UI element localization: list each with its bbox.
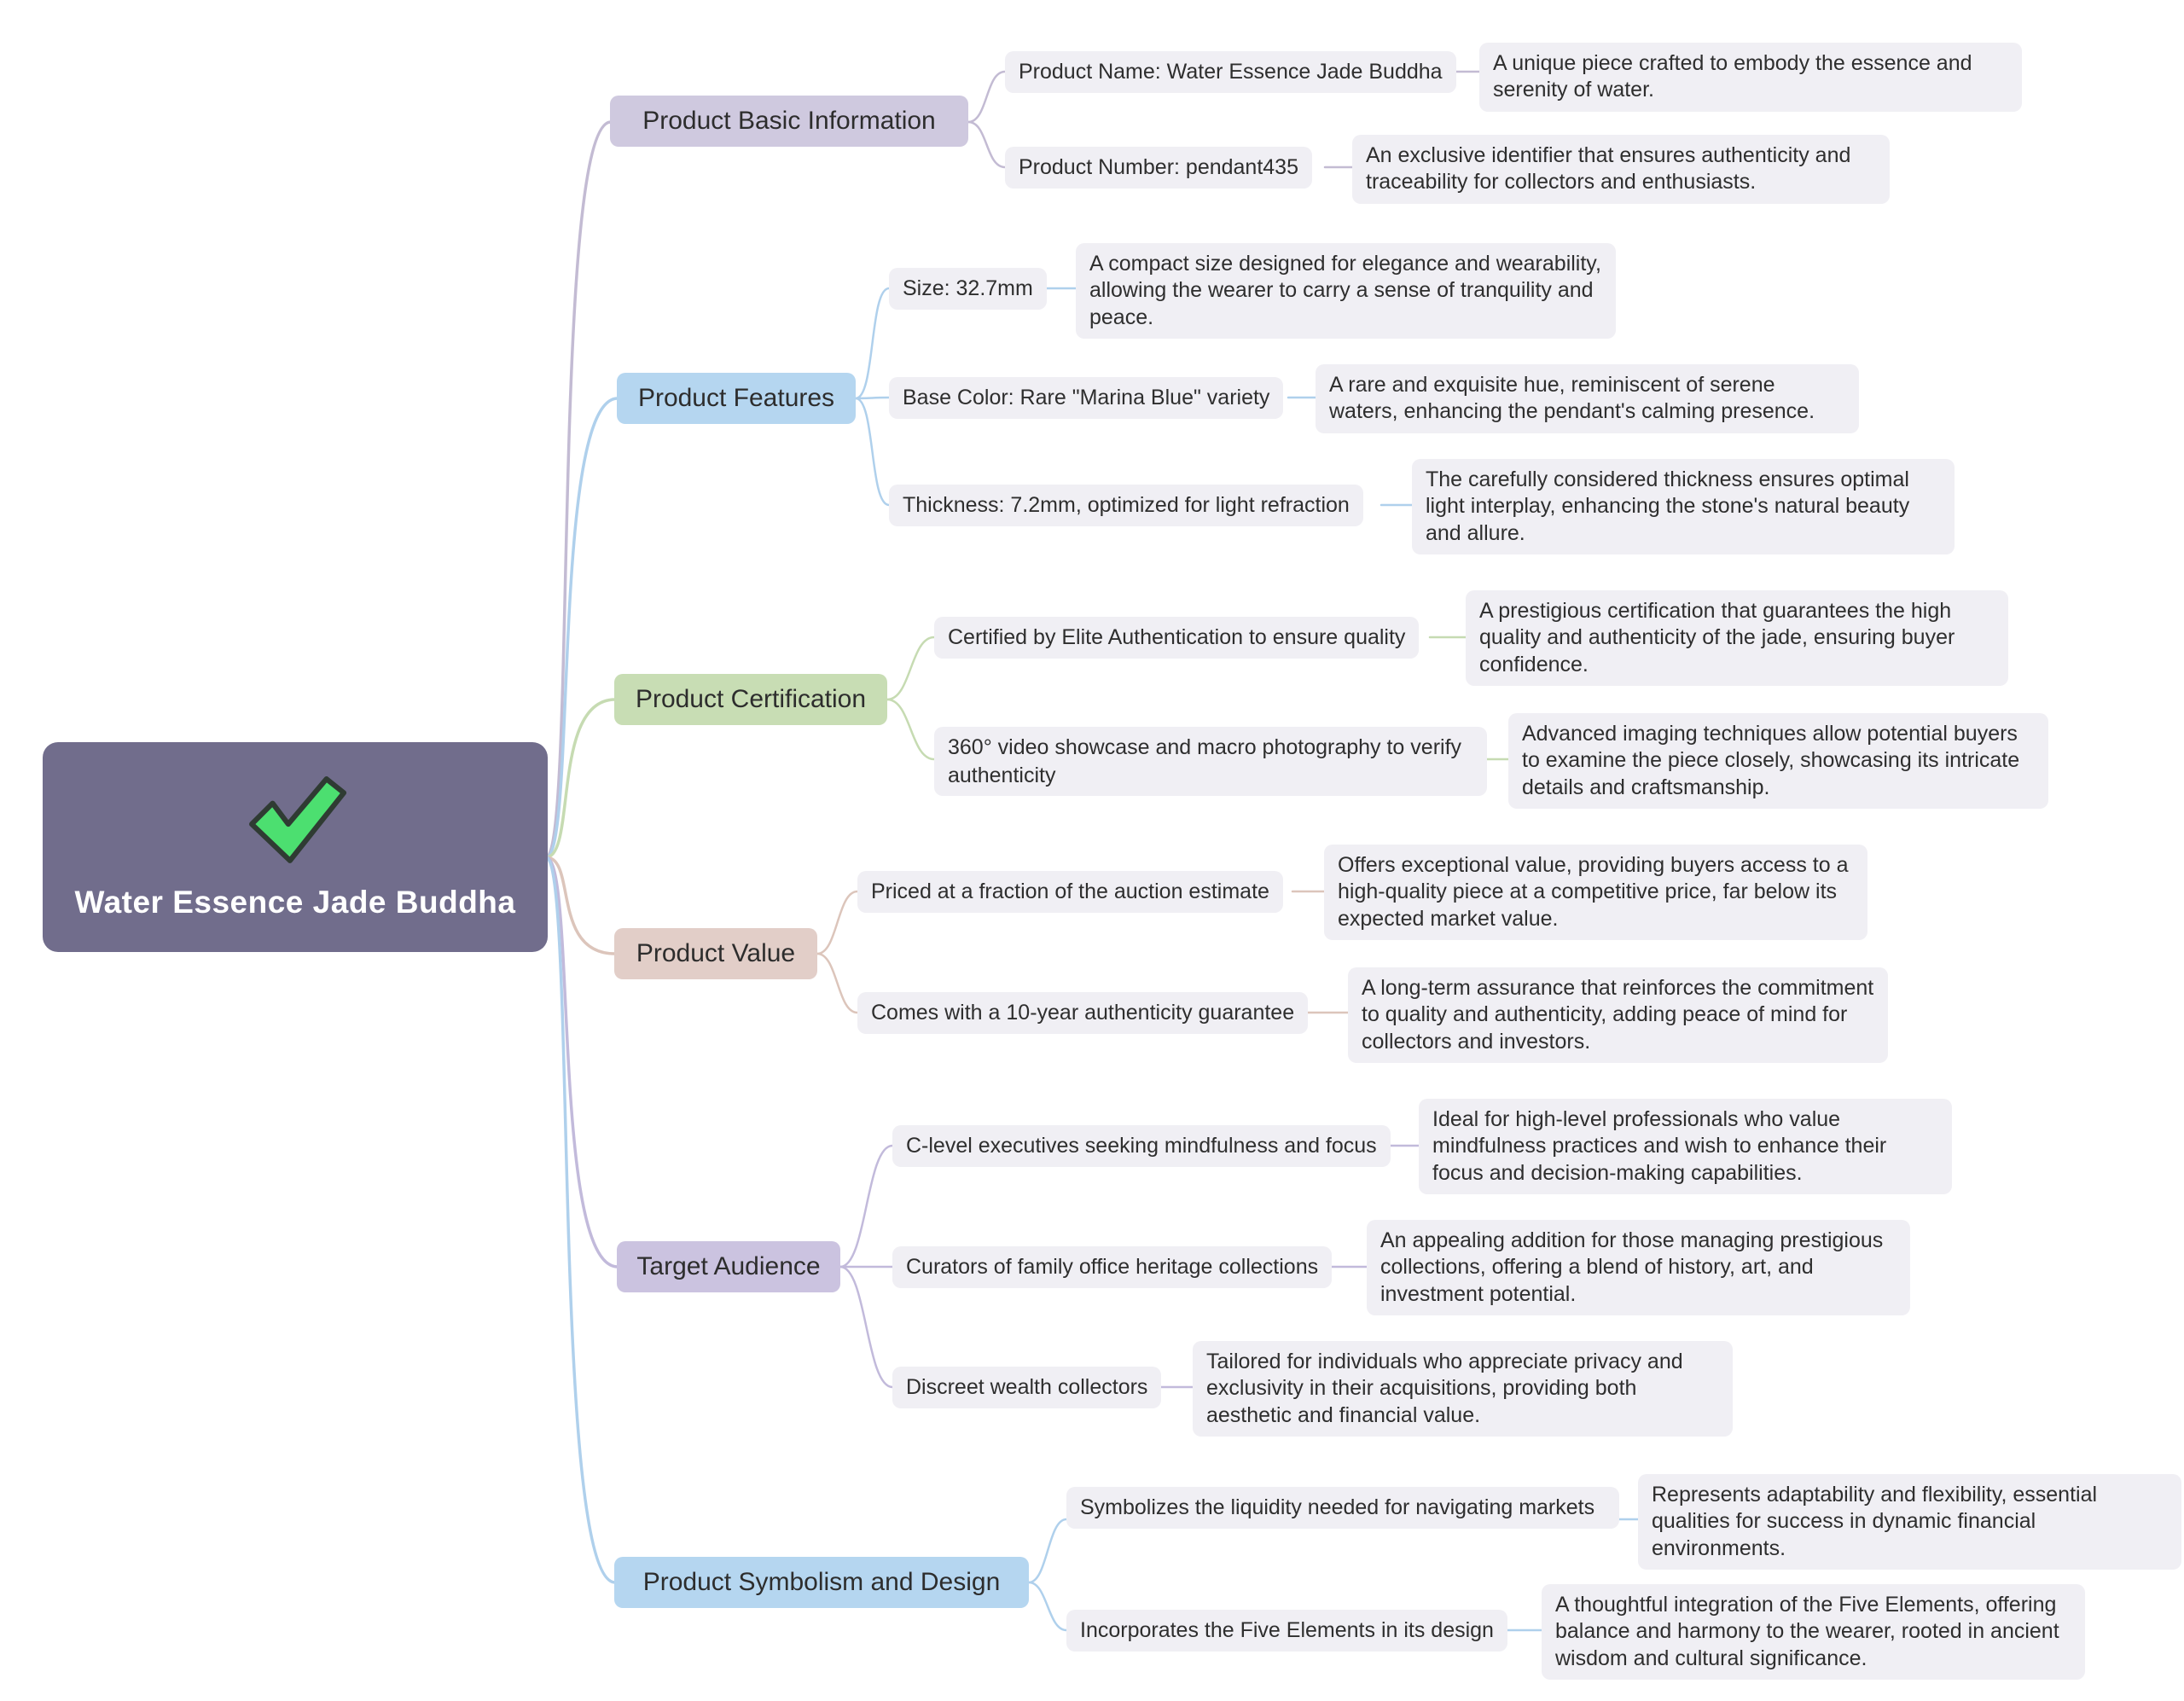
note-node-text: Ideal for high-level professionals who value mindfulness practices and wish to enhance their focus and decision-making capabilities. [1432, 1107, 1887, 1185]
topic-node-label: Base Color: Rare "Marina Blue" variety [903, 386, 1270, 409]
note-node-text: Tailored for individuals who appreciate privacy and exclusivity in their acquisitions, providing both aesthetic and financial value. [1206, 1350, 1683, 1427]
note-node-text: A rare and exquisite hue, reminiscent of serene waters, enhancing the pendant's calming presence. [1329, 373, 1815, 424]
topic-node-label: Curators of family office heritage collections [906, 1255, 1319, 1279]
note-node[interactable] [1324, 845, 1867, 940]
note-node-text: A thoughtful integration of the Five Elements, offering balance and harmony to the wearer, rooted in ancient wisdom and cultural significance. [1555, 1593, 2059, 1670]
connector-branch-child [968, 122, 1005, 167]
note-node[interactable] [1412, 459, 1955, 554]
connector-branch-child [856, 398, 889, 505]
connector-branch-child [840, 1146, 892, 1267]
topic-node-label: Priced at a fraction of the auction estimate [871, 880, 1269, 903]
note-node[interactable] [1638, 1474, 2181, 1570]
note-node-text: A compact size designed for elegance and wearability, allowing the wearer to carry a sense of tranquility and peace. [1089, 252, 1601, 329]
topic-node-label: Product Number: pendant435 [1019, 155, 1298, 179]
topic-node-label: Product Name: Water Essence Jade Buddha [1019, 60, 1443, 84]
connector-branch-child [817, 954, 857, 1013]
topic-node[interactable] [1005, 147, 1312, 189]
note-node-text: An exclusive identifier that ensures authenticity and traceability for collectors and enthusiasts. [1366, 143, 1851, 194]
topic-node-label: Comes with a 10-year authenticity guarantee [871, 1001, 1295, 1025]
note-node[interactable] [1348, 967, 1888, 1063]
topic-node-label: Thickness: 7.2mm, optimized for light refraction [903, 493, 1350, 517]
connector-branch-child [887, 637, 934, 700]
note-node[interactable] [1479, 43, 2022, 112]
connector-branch-child [1029, 1519, 1066, 1582]
topic-node[interactable] [889, 485, 1363, 526]
note-node[interactable] [1508, 713, 2048, 809]
topic-node-label: C-level executives seeking mindfulness and focus [906, 1134, 1377, 1158]
note-node-text: The carefully considered thickness ensures optimal light interplay, enhancing the stone's natural beauty and allure. [1426, 467, 1910, 545]
connector-root-branch [546, 857, 615, 1582]
note-node[interactable] [1367, 1220, 1910, 1315]
note-node[interactable] [1419, 1099, 1952, 1194]
note-node-text: An appealing addition for those managing prestigious collections, offering a blend of history, art, and investment potential. [1380, 1228, 1884, 1306]
branch-node-label: Target Audience [636, 1252, 821, 1280]
connector-root-branch [546, 398, 618, 857]
branch-node-product-features[interactable] [617, 373, 856, 424]
topic-node-label: Incorporates the Five Elements in its design [1080, 1618, 1494, 1642]
branch-node-label: Product Certification [635, 685, 867, 713]
note-node-text: Represents adaptability and flexibility, essential qualities for success in dynamic financial environments. [1652, 1483, 2098, 1560]
topic-node[interactable] [1066, 1610, 1507, 1652]
connector-branch-child [840, 1267, 892, 1387]
branch-node-product-value[interactable] [614, 928, 817, 979]
root-node-label: Water Essence Jade Buddha [74, 885, 516, 920]
note-node[interactable] [1542, 1584, 2085, 1680]
topic-node[interactable] [1005, 51, 1456, 93]
topic-node[interactable] [857, 871, 1283, 913]
note-node-text: Advanced imaging techniques allow potential buyers to examine the piece closely, showcasing its intricate details and craftsmanship. [1522, 722, 2020, 799]
topic-node-label: Size: 32.7mm [903, 276, 1033, 300]
note-node[interactable] [1193, 1341, 1733, 1437]
branch-node-label: Product Symbolism and Design [642, 1568, 1001, 1596]
topic-node[interactable] [1066, 1487, 1619, 1529]
note-node-text: A unique piece crafted to embody the essence and serenity of water. [1493, 51, 1972, 102]
topic-node[interactable] [889, 268, 1047, 310]
note-node-text: Offers exceptional value, providing buyers access to a high-quality piece at a competitive price, far below its expected market value. [1338, 853, 1849, 931]
checkmark-icon [235, 774, 355, 869]
topic-node[interactable] [889, 377, 1283, 419]
root-node[interactable] [43, 742, 548, 952]
note-node[interactable] [1352, 135, 1890, 204]
topic-node[interactable] [857, 992, 1308, 1034]
note-node-text: A prestigious certification that guarantees the high quality and authenticity of the jade, ensuring buyer confidence. [1479, 599, 1955, 676]
topic-node-label: Discreet wealth collectors [906, 1375, 1148, 1399]
topic-node-label: Symbolizes the liquidity needed for navigating markets [1080, 1495, 1595, 1519]
branch-node-label: Product Value [636, 939, 796, 967]
connector-branch-child [968, 72, 1005, 122]
topic-node[interactable] [934, 617, 1419, 659]
branch-node-product-symbolism-and-design[interactable] [614, 1557, 1029, 1608]
note-node[interactable] [1076, 243, 1616, 339]
topic-node[interactable] [892, 1367, 1161, 1408]
note-node[interactable] [1316, 364, 1859, 433]
topic-node[interactable] [892, 1125, 1391, 1167]
connector-branch-child [1029, 1582, 1066, 1630]
note-node-text: A long-term assurance that reinforces the commitment to quality and authenticity, adding peace of mind for collectors and investors. [1362, 976, 1874, 1054]
branch-node-label: Product Basic Information [642, 107, 936, 135]
topic-node[interactable] [934, 727, 1487, 796]
connector-branch-child [887, 700, 934, 759]
branch-node-label: Product Features [637, 384, 835, 412]
branch-node-target-audience[interactable] [617, 1241, 840, 1292]
connector-branch-child [856, 288, 889, 398]
topic-node-label: Certified by Elite Authentication to ensure quality [948, 625, 1406, 649]
connector-branch-child [817, 891, 857, 954]
branch-node-product-certification[interactable] [614, 674, 887, 725]
branch-node-product-basic-information[interactable] [610, 96, 968, 147]
note-node[interactable] [1466, 590, 2008, 686]
topic-node-label: 360° video showcase and macro photography to verify authenticity [948, 735, 1462, 787]
topic-node[interactable] [892, 1246, 1332, 1288]
